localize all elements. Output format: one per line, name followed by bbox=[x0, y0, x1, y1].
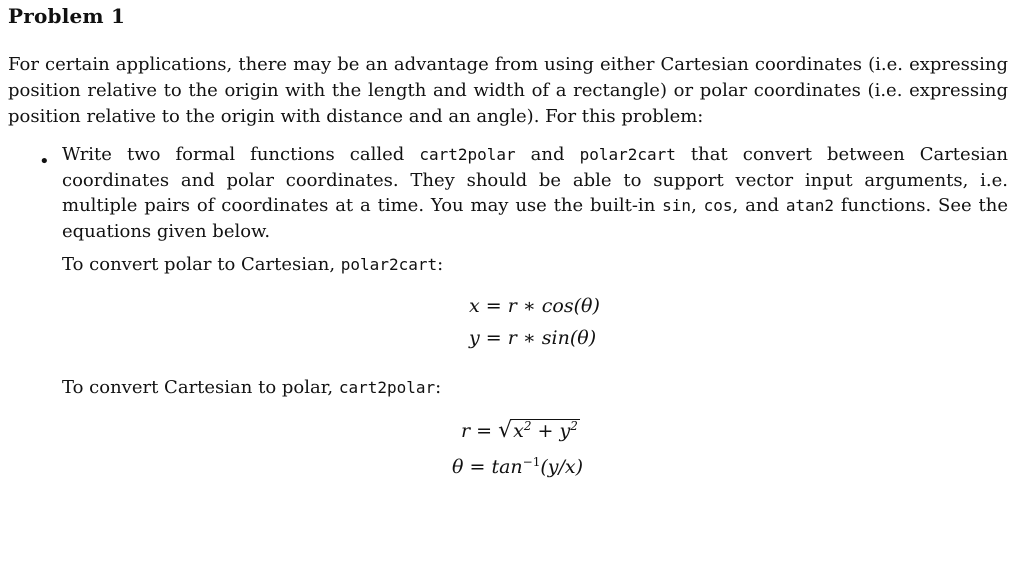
cartesian-to-polar-heading bbox=[62, 375, 441, 401]
code-sin: sin bbox=[662, 196, 692, 215]
equation-theta-lhs: θ = tan bbox=[452, 456, 523, 478]
bullet-text-6: functions. See the equations given below. bbox=[62, 195, 1008, 242]
polar-to-cartesian-heading bbox=[62, 252, 443, 278]
bullet-text-5: , and bbox=[732, 195, 786, 216]
equation-x: x = r ∗ cos(θ) bbox=[469, 295, 600, 317]
code-polar2cart: polar2cart bbox=[579, 145, 676, 164]
bullet-paragraph bbox=[62, 142, 1008, 244]
radicand bbox=[511, 419, 580, 441]
equation-theta bbox=[452, 454, 583, 480]
code-cart2polar: cart2polar bbox=[419, 145, 516, 164]
code-atan2: atan2 bbox=[785, 196, 834, 215]
code-cos: cos bbox=[703, 196, 733, 215]
intro-paragraph: For certain applications, there may be an advantage from using either Cartesian coordinates (i.e. expressing position relative to the origin with the length and width of a rectangle) or polar coordinates (i.e. expressing position relative to the origin with distance and an angle). For this problem: bbox=[8, 54, 1008, 127]
colon: : bbox=[435, 377, 442, 398]
radicand-plus-y: + y bbox=[531, 420, 571, 442]
inverse-exponent: −1 bbox=[522, 455, 541, 469]
code-polar2cart-heading: polar2cart bbox=[340, 255, 438, 274]
square-root bbox=[498, 418, 580, 444]
bullet-text-3: that convert between Cartesian coordinates and polar coordinates. They should be able to support vector input arguments, i.e. multiple pairs of coordinates at a time. You may use the built-in bbox=[62, 144, 1009, 216]
problem-title: Problem 1 bbox=[8, 4, 126, 28]
equation-theta-rest: (y/x) bbox=[540, 456, 584, 478]
cartesian-to-polar-text: To convert Cartesian to polar, bbox=[62, 377, 339, 398]
radical-sign-icon: √ bbox=[498, 418, 513, 443]
exponent-y: 2 bbox=[570, 419, 578, 433]
bullet-marker: • bbox=[39, 151, 50, 172]
radicand-x: x bbox=[513, 420, 524, 442]
equation-y: y = r ∗ sin(θ) bbox=[469, 327, 597, 349]
bullet-text-4: , bbox=[691, 195, 704, 216]
bullet-text-1: Write two formal functions called bbox=[62, 144, 420, 165]
equation-r-lhs: r = bbox=[461, 420, 499, 442]
equation-r bbox=[461, 418, 580, 444]
colon: : bbox=[437, 254, 444, 275]
bullet-text-2: and bbox=[515, 144, 580, 165]
code-cart2polar-heading: cart2polar bbox=[338, 378, 436, 397]
polar-to-cartesian-text: To convert polar to Cartesian, bbox=[62, 254, 341, 275]
exponent-x: 2 bbox=[523, 419, 532, 433]
